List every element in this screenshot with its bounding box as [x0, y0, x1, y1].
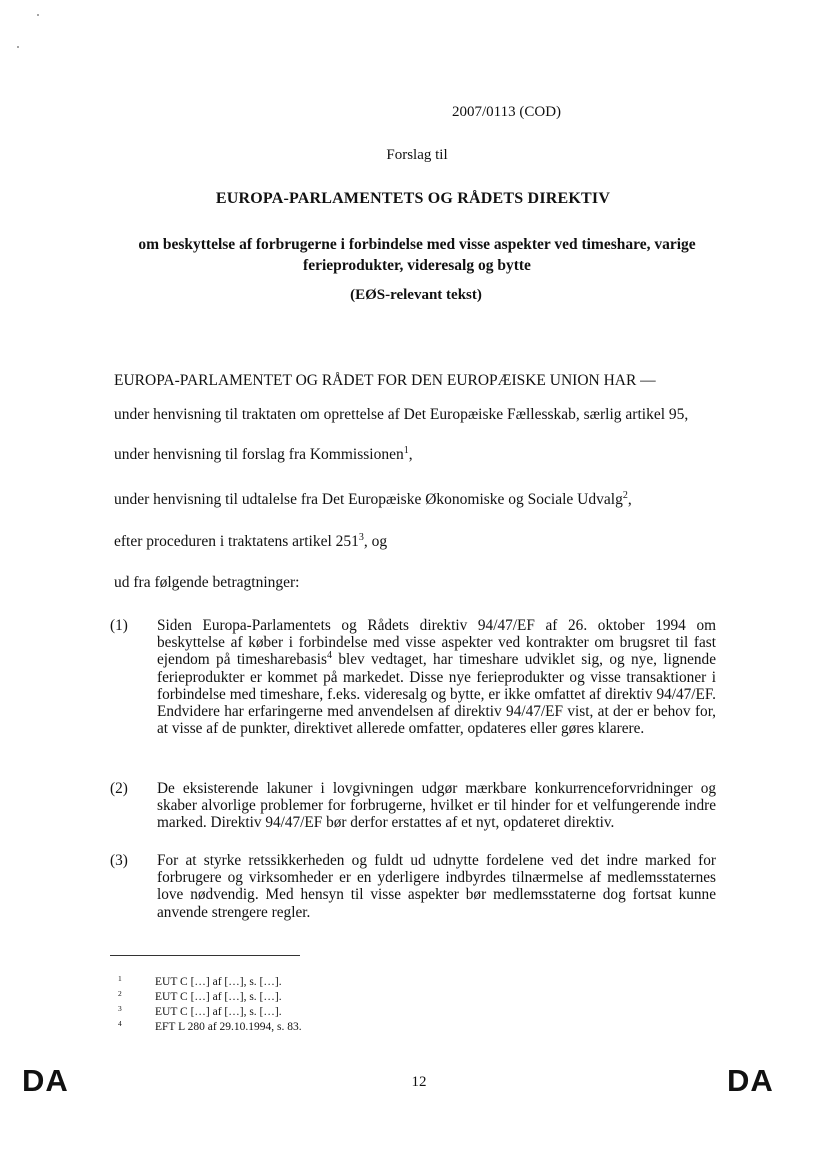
footnote-ref[interactable]: 3: [358, 532, 364, 543]
footnote-text: EUT C […] af […], s. […].: [155, 976, 282, 988]
subtitle-line: om beskyttelse af forbrugerne i forbindelse med visse aspekter ved timeshare, varige: [138, 236, 696, 253]
citation: [114, 491, 632, 509]
footnote-mark: 2: [118, 989, 122, 998]
footnote-mark: 1: [118, 974, 122, 983]
citation-tail: ,: [408, 446, 413, 463]
recital-number: (1): [110, 617, 128, 634]
recital-number: (3): [110, 852, 128, 869]
recital-text-part: Siden Europa-Parlamentets og Rådets direktiv 94/47/EF af 26. oktober 1994 om beskyttelse af køber i forbindelse med visse aspekter ved kontrakter om brugsret til fast ejendom på timesharebasis: [157, 617, 716, 669]
footnote-text: EUT C […] af […], s. […].: [155, 991, 282, 1003]
footnote-separator: [110, 955, 300, 956]
footnote-ref[interactable]: 1: [403, 445, 409, 456]
citation-text: under henvisning til udtalelse fra Det Europæiske Økonomiske og Sociale Udvalg: [114, 491, 623, 508]
scan-speck: [17, 46, 19, 48]
footnote-mark: 3: [118, 1004, 122, 1013]
recital-text: [157, 617, 716, 737]
citation-text: efter proceduren i traktatens artikel 251: [114, 533, 359, 550]
document-title: EUROPA-PARLAMENTETS OG RÅDETS DIREKTIV: [215, 190, 611, 207]
citation: [114, 574, 300, 592]
citation: [114, 446, 413, 464]
citation-text: under henvisning til traktaten om oprettelse af Det Europæiske Fællesskab, særlig artikel 95,: [114, 406, 689, 423]
language-code-left: DA: [22, 1063, 69, 1098]
recital-number: (2): [110, 780, 128, 797]
footnote-ref[interactable]: 2: [622, 490, 628, 501]
citation: [114, 406, 688, 424]
procedure-reference: 2007/0113 (COD): [452, 104, 562, 120]
citation-text: under henvisning til forslag fra Kommissionen: [114, 446, 404, 463]
citation-tail: , og: [363, 533, 388, 550]
footnote-text: EUT C […] af […], s. […].: [155, 1006, 282, 1018]
recital-text: For at styrke retssikkerheden og fuldt ud udnytte fordelene ved det indre marked for forbrugere og virksomheder er en yderligere indbyrdes tilnærmelse af medlemsstaternes love nødvendig. Med hensyn til visse aspekter bør medlemsstaterne dog fortsat kunne anvende strengere regler.: [157, 852, 716, 921]
enacting-heading: EUROPA-PARLAMENTET OG RÅDET FOR DEN EUROPÆISKE UNION HAR —: [114, 372, 656, 389]
citation-text: ud fra følgende betragtninger:: [114, 574, 300, 591]
page-number: 12: [411, 1074, 427, 1090]
scan-speck: [37, 14, 39, 16]
footnote-text: EFT L 280 af 29.10.1994, s. 83.: [155, 1021, 302, 1033]
footnote-ref[interactable]: 4: [326, 650, 332, 662]
recital-text: De eksisterende lakuner i lovgivningen udgør mærkbare konkurrenceforvridninger og skaber alvorlige problemer for forbrugerne, hvilket er til hinder for et velfungerende indre marked. Direktiv 94/47/EF bør derfor erstattes af et nyt, opdateret direktiv.: [157, 780, 716, 832]
proposal-label: Forslag til: [386, 147, 448, 163]
citation-tail: ,: [627, 491, 632, 508]
eea-relevance-note: (EØS-relevant tekst): [350, 287, 482, 303]
citation: [114, 533, 387, 551]
footnote-mark: 4: [118, 1019, 122, 1028]
recital-text-part: blev vedtaget, har timeshare udviklet sig, og nye, lignende ferieprodukter er kommet på markedet. Disse nye ferieprodukter og visse transaktioner i forbindelse med timeshare, f.eks. videresalg og bytte, er ikke omfattet af direktiv 94/47/EF. Endvidere har erfaringerne med anvendelsen af direktiv 94/47/EF vist, at der er behov for, at visse af de punkter, direktivet allerede omfatter, opdateres eller gøres klarere.: [157, 651, 716, 738]
document-subtitle: [118, 234, 716, 276]
subtitle-line: ferieprodukter, videresalg og bytte: [303, 257, 531, 274]
language-code-right: DA: [727, 1063, 774, 1098]
